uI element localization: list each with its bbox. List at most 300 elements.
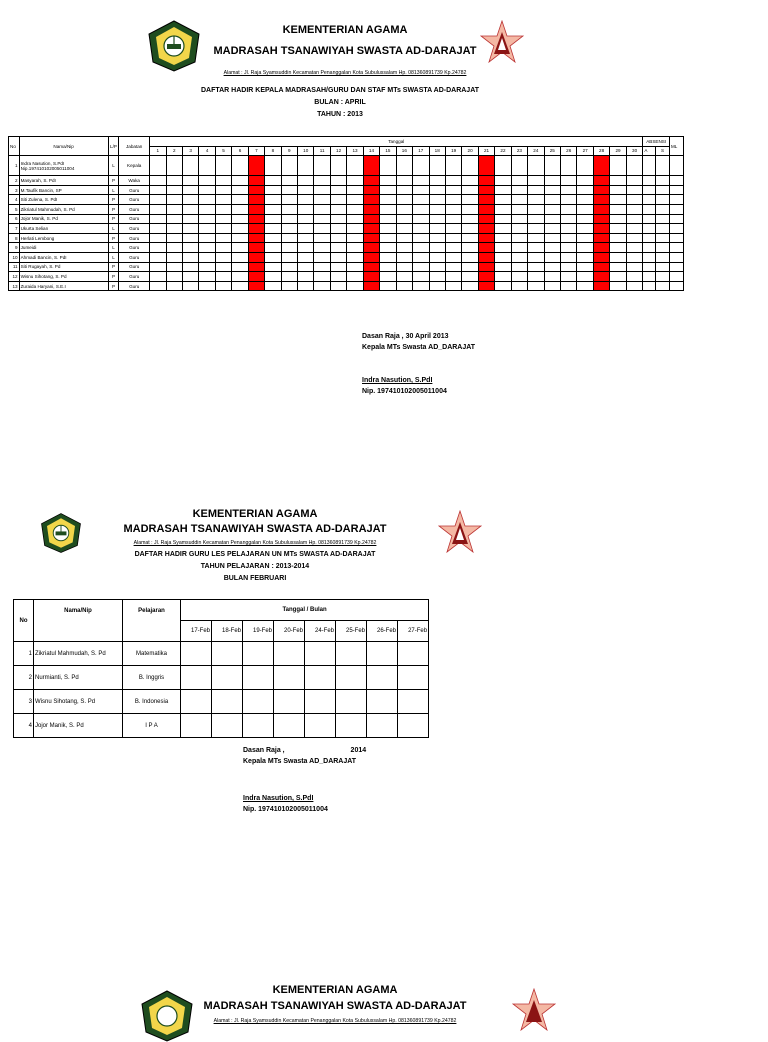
attendance-cell (593, 156, 609, 176)
attendance-cell (314, 204, 330, 214)
header-no: No (14, 600, 34, 642)
attendance-cell (610, 176, 626, 186)
header-date-value: 24-Feb (305, 621, 336, 642)
attendance-cell (544, 185, 560, 195)
row-subject: Matematika (123, 642, 181, 666)
attendance-cell (182, 224, 198, 234)
attendance-cell (347, 252, 363, 262)
attendance-cell (610, 156, 626, 176)
ml-cell (669, 195, 683, 205)
attendance-cell (544, 281, 560, 291)
signature-name: Indra Nasution, S.PdI (243, 795, 314, 802)
attendance-cell (347, 233, 363, 243)
attendance-cell (298, 214, 314, 224)
attendance-cell (462, 262, 478, 272)
attendance-cell (248, 252, 264, 262)
attendance-cell (462, 243, 478, 253)
attendance-cell (511, 243, 527, 253)
row-lp: P (108, 281, 119, 291)
attendance-cell (462, 204, 478, 214)
attendance-cell (577, 224, 593, 234)
attendance-cell (413, 281, 429, 291)
attendance-cell (593, 195, 609, 205)
attendance-cell (274, 690, 305, 714)
ml-cell (669, 281, 683, 291)
row-no: 1 (9, 156, 20, 176)
attendance-cell (281, 156, 297, 176)
row-name (19, 156, 108, 176)
absence-a-cell (643, 185, 656, 195)
attendance-cell (462, 272, 478, 282)
attendance-cell (413, 176, 429, 186)
attendance-cell (577, 272, 593, 282)
absence-a-cell (643, 176, 656, 186)
attendance-cell (495, 176, 511, 186)
attendance-cell (347, 195, 363, 205)
header-name: Nama/Nip (34, 600, 123, 642)
attendance-cell (626, 214, 643, 224)
attendance-cell (413, 224, 429, 234)
attendance-cell (478, 195, 494, 205)
attendance-cell (413, 272, 429, 282)
attendance-cell (150, 156, 166, 176)
attendance-cell (413, 195, 429, 205)
attendance-cell (593, 272, 609, 282)
attendance-cell (363, 224, 379, 234)
row-no: 8 (9, 233, 20, 243)
attendance-cell (528, 252, 544, 262)
ml-cell (669, 243, 683, 253)
attendance-month: BULAN : APRIL (314, 99, 366, 106)
table-row (14, 666, 429, 690)
header-day: 15 (380, 146, 396, 156)
header-absence: ABSENSI (643, 137, 670, 147)
attendance-cell (544, 204, 560, 214)
attendance-cell (298, 204, 314, 214)
header-subject: Pelajaran (123, 600, 181, 642)
row-position: Guru (119, 233, 150, 243)
attendance-cell (150, 224, 166, 234)
school-address: Alamat : Jl. Raja Syamsuddin Kecamatan Penanggalan Kota Subulussalam Hp. 081360891739 Kp.24782 (213, 1018, 457, 1024)
attendance-cell (281, 281, 297, 291)
attendance-cell (398, 690, 429, 714)
table-row (9, 176, 684, 186)
attendance-cell (544, 243, 560, 253)
row-lp: L (108, 224, 119, 234)
table-row (9, 243, 684, 253)
row-name (19, 185, 108, 195)
attendance-cell (429, 281, 445, 291)
attendance-cell (367, 666, 398, 690)
attendance-cell (347, 224, 363, 234)
attendance-cell (182, 252, 198, 262)
attendance-cell (166, 176, 182, 186)
row-no: 3 (14, 690, 34, 714)
row-lp: P (108, 195, 119, 205)
row-position: Guru (119, 195, 150, 205)
table-row (9, 281, 684, 291)
lesson-academic-year: TAHUN PELAJARAN : 2013-2014 (200, 563, 310, 570)
header-day: 14 (363, 146, 379, 156)
row-no: 3 (9, 185, 20, 195)
attendance-cell (528, 204, 544, 214)
attendance-cell (396, 195, 412, 205)
header-day: 10 (298, 146, 314, 156)
row-position: Guru (119, 252, 150, 262)
row-no: 11 (9, 262, 20, 272)
attendance-cell (243, 642, 274, 666)
row-lp: L (108, 156, 119, 176)
attendance-cell (462, 252, 478, 262)
attendance-cell (396, 156, 412, 176)
attendance-cell (182, 156, 198, 176)
signature-block-2 (243, 745, 443, 815)
row-name-text: Herlati Lembong (20, 235, 55, 241)
attendance-cell (330, 204, 346, 214)
attendance-cell (478, 185, 494, 195)
attendance-cell (150, 214, 166, 224)
header-ml: ML (669, 137, 683, 156)
attendance-cell (478, 233, 494, 243)
attendance-cell (274, 666, 305, 690)
attendance-cell (380, 195, 396, 205)
attendance-cell (413, 204, 429, 214)
table-row (14, 690, 429, 714)
attendance-cell (182, 204, 198, 214)
attendance-cell (478, 156, 494, 176)
attendance-cell (248, 281, 264, 291)
attendance-cell (495, 195, 511, 205)
attendance-cell (593, 281, 609, 291)
attendance-cell (232, 176, 248, 186)
header-day: 26 (561, 146, 577, 156)
row-subject: B. Indonesia (123, 690, 181, 714)
attendance-cell (281, 233, 297, 243)
attendance-cell (495, 233, 511, 243)
header-day: 11 (314, 146, 330, 156)
attendance-cell (336, 690, 367, 714)
attendance-cell (298, 185, 314, 195)
attendance-cell (281, 176, 297, 186)
attendance-cell (199, 243, 215, 253)
attendance-cell (232, 281, 248, 291)
attendance-cell (561, 156, 577, 176)
attendance-cell (199, 262, 215, 272)
attendance-cell (577, 195, 593, 205)
attendance-cell (429, 156, 445, 176)
row-no: 13 (9, 281, 20, 291)
row-no: 4 (14, 714, 34, 738)
lesson-attendance-table (13, 599, 429, 738)
attendance-cell (478, 262, 494, 272)
header-date-value: 18-Feb (212, 621, 243, 642)
attendance-cell (544, 224, 560, 234)
attendance-cell (561, 195, 577, 205)
attendance-cell (380, 281, 396, 291)
attendance-cell (626, 243, 643, 253)
attendance-cell (265, 156, 281, 176)
attendance-cell (330, 262, 346, 272)
ml-cell (669, 252, 683, 262)
header-day: 24 (528, 146, 544, 156)
attendance-cell (150, 252, 166, 262)
row-no: 2 (14, 666, 34, 690)
attendance-cell (593, 243, 609, 253)
attendance-cell (380, 185, 396, 195)
attendance-cell (495, 224, 511, 234)
attendance-cell (380, 233, 396, 243)
attendance-cell (367, 642, 398, 666)
row-lp: L (108, 243, 119, 253)
attendance-cell (363, 281, 379, 291)
attendance-cell (593, 233, 609, 243)
attendance-cell (281, 272, 297, 282)
table-row (9, 214, 684, 224)
attendance-cell (626, 281, 643, 291)
attendance-cell (367, 714, 398, 738)
attendance-cell (248, 233, 264, 243)
row-name: Nurmianti, S. Pd (34, 666, 123, 690)
attendance-cell (212, 642, 243, 666)
ministry-title: KEMENTERIAN AGAMA (192, 508, 318, 520)
attendance-cell (166, 252, 182, 262)
attendance-cell (593, 185, 609, 195)
attendance-cell (445, 272, 461, 282)
header-day: 4 (199, 146, 215, 156)
row-name (19, 272, 108, 282)
absence-s-cell (656, 156, 670, 176)
attendance-cell (544, 195, 560, 205)
header-day: 3 (182, 146, 198, 156)
attendance-cell (363, 156, 379, 176)
attendance-cell (265, 272, 281, 282)
row-name: Zikriatul Mahmudah, S. Pd (34, 642, 123, 666)
attendance-cell (429, 262, 445, 272)
attendance-cell (265, 281, 281, 291)
header-day: 21 (478, 146, 494, 156)
attendance-cell (544, 262, 560, 272)
attendance-cell (462, 195, 478, 205)
attendance-cell (380, 204, 396, 214)
attendance-cell (478, 204, 494, 214)
attendance-cell (150, 195, 166, 205)
header-day: 17 (413, 146, 429, 156)
absence-s-cell (656, 243, 670, 253)
attendance-cell (215, 204, 231, 214)
row-position: Guru (119, 243, 150, 253)
attendance-cell (330, 156, 346, 176)
attendance-cell (182, 272, 198, 282)
absence-a-cell (643, 195, 656, 205)
header-day: 29 (610, 146, 626, 156)
attendance-cell (511, 185, 527, 195)
attendance-cell (314, 214, 330, 224)
attendance-cell (495, 204, 511, 214)
attendance-cell (336, 666, 367, 690)
absence-a-cell (643, 243, 656, 253)
attendance-cell (199, 195, 215, 205)
attendance-cell (528, 195, 544, 205)
attendance-cell (495, 214, 511, 224)
table-row (9, 262, 684, 272)
attendance-cell (561, 185, 577, 195)
attendance-cell (281, 243, 297, 253)
attendance-cell (150, 185, 166, 195)
attendance-cell (561, 281, 577, 291)
signature-block-1 (362, 331, 562, 397)
header-day: 7 (248, 146, 264, 156)
ministry-emblem-icon (140, 990, 194, 1042)
attendance-cell (462, 156, 478, 176)
header-date-value: 19-Feb (243, 621, 274, 642)
attendance-cell (166, 272, 182, 282)
attendance-cell (281, 262, 297, 272)
attendance-cell (215, 262, 231, 272)
attendance-cell (544, 176, 560, 186)
row-subject: B. Inggris (123, 666, 181, 690)
attendance-cell (495, 185, 511, 195)
absence-a-cell (643, 252, 656, 262)
table-row (14, 642, 429, 666)
attendance-cell (248, 243, 264, 253)
attendance-cell (305, 666, 336, 690)
attendance-cell (396, 233, 412, 243)
attendance-cell (182, 195, 198, 205)
row-name: Jojor Manik, S. Pd (34, 714, 123, 738)
absence-s-cell (656, 185, 670, 195)
attendance-cell (380, 272, 396, 282)
row-name (19, 233, 108, 243)
row-lp: P (108, 204, 119, 214)
table-row (9, 272, 684, 282)
attendance-cell (182, 214, 198, 224)
attendance-cell (330, 252, 346, 262)
attendance-cell (544, 252, 560, 262)
absence-s-cell (656, 281, 670, 291)
attendance-cell (593, 214, 609, 224)
attendance-cell (462, 185, 478, 195)
attendance-cell (181, 642, 212, 666)
attendance-cell (215, 272, 231, 282)
attendance-cell (265, 233, 281, 243)
attendance-cell (199, 204, 215, 214)
attendance-cell (544, 214, 560, 224)
attendance-cell (199, 156, 215, 176)
attendance-cell (363, 272, 379, 282)
attendance-cell (561, 272, 577, 282)
attendance-cell (347, 185, 363, 195)
attendance-cell (478, 214, 494, 224)
attendance-cell (347, 204, 363, 214)
attendance-cell (561, 204, 577, 214)
attendance-cell (166, 281, 182, 291)
attendance-cell (445, 185, 461, 195)
attendance-cell (166, 233, 182, 243)
table-row (9, 195, 684, 205)
school-address: Alamat : Jl. Raja Syamsuddin Kecamatan Penanggalan Kota Subulussalam Hp. 081360891739 Kp.24782 (223, 70, 467, 76)
attendance-cell (314, 262, 330, 272)
header-date-value: 20-Feb (274, 621, 305, 642)
attendance-cell (445, 281, 461, 291)
table-row (9, 204, 684, 214)
attendance-cell (626, 176, 643, 186)
attendance-cell (544, 233, 560, 243)
ml-cell (669, 233, 683, 243)
attendance-cell (215, 243, 231, 253)
attendance-cell (511, 262, 527, 272)
attendance-cell (150, 204, 166, 214)
row-nip-text: Nip.197410102005011004 (20, 165, 75, 171)
attendance-cell (610, 262, 626, 272)
absence-s-cell (656, 233, 670, 243)
signature-role: Kepala MTs Swasta AD_DARAJAT (362, 344, 476, 351)
attendance-cell (511, 233, 527, 243)
row-lp: P (108, 176, 119, 186)
header-day: 16 (396, 146, 412, 156)
row-name (19, 243, 108, 253)
attendance-cell (528, 243, 544, 253)
attendance-cell (347, 281, 363, 291)
attendance-cell (445, 224, 461, 234)
attendance-cell (166, 224, 182, 234)
attendance-cell (380, 243, 396, 253)
attendance-cell (215, 176, 231, 186)
ministry-emblem-icon (40, 512, 82, 554)
attendance-cell (298, 243, 314, 253)
row-lp: P (108, 272, 119, 282)
attendance-cell (347, 176, 363, 186)
absence-a-cell (643, 272, 656, 282)
attendance-cell (281, 252, 297, 262)
attendance-cell (199, 272, 215, 282)
header-day: 12 (330, 146, 346, 156)
row-position: Guru (119, 272, 150, 282)
attendance-cell (478, 252, 494, 262)
attendance-cell (150, 272, 166, 282)
attendance-cell (495, 272, 511, 282)
attendance-cell (182, 243, 198, 253)
attendance-cell (593, 176, 609, 186)
attendance-cell (626, 262, 643, 272)
attendance-cell (445, 156, 461, 176)
attendance-cell (462, 224, 478, 234)
attendance-cell (314, 185, 330, 195)
attendance-cell (478, 224, 494, 234)
attendance-cell (248, 176, 264, 186)
attendance-cell (445, 204, 461, 214)
attendance-cell (593, 204, 609, 214)
row-name-text: Ukurta Selian (20, 225, 49, 231)
attendance-cell (330, 243, 346, 253)
header-date-value: 27-Feb (398, 621, 429, 642)
attendance-cell (511, 272, 527, 282)
attendance-cell (577, 243, 593, 253)
ministry-title: KEMENTERIAN AGAMA (282, 24, 408, 36)
attendance-cell (610, 224, 626, 234)
row-no: 1 (14, 642, 34, 666)
attendance-cell (248, 195, 264, 205)
attendance-cell (445, 262, 461, 272)
attendance-cell (445, 176, 461, 186)
attendance-cell (610, 214, 626, 224)
attendance-cell (593, 224, 609, 234)
attendance-year: TAHUN : 2013 (317, 111, 363, 118)
attendance-cell (248, 262, 264, 272)
row-lp: L (108, 185, 119, 195)
attendance-cell (445, 243, 461, 253)
header-absence-a: A (643, 146, 656, 156)
attendance-cell (281, 224, 297, 234)
